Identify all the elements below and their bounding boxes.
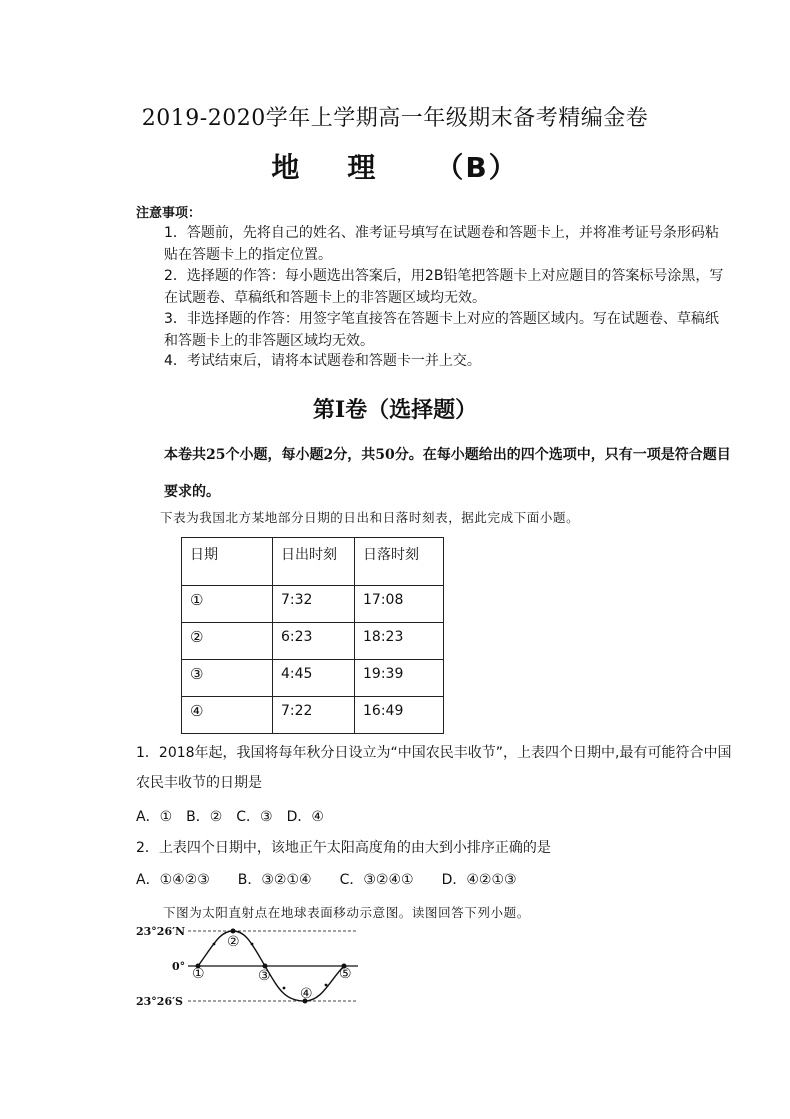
version-label: （B）: [435, 151, 519, 184]
subject-title: [0, 146, 790, 186]
table-cell: 19:39: [355, 660, 444, 697]
section-intro: 本卷共25个小题，每小题2分，共50分。在每小题给出的四个选项中，只有一项是符合题目要求的。: [164, 447, 731, 500]
table-cell: ③: [182, 660, 273, 697]
table-row: [182, 697, 444, 734]
table-cell: 7:22: [273, 697, 355, 734]
notice-item-4: 4．考试结束后，请将本试题卷和答题卡一并上交。: [164, 353, 481, 369]
notice-item-3: 3．非选择题的作答：用签字笔直接答在答题卡上对应的答题区域内。写在试题卷、草稿纸和答题卡上的非答题区域均无效。: [164, 311, 719, 349]
table-cell: 4:45: [273, 660, 355, 697]
notice-item-2: 2．选择题的作答：每小题选出答案后，用2B铅笔把答题卡上对应题目的答案标号涂黑，写在试题卷、草稿纸和答题卡上的非答题区域均无效。: [164, 268, 724, 306]
table-cell: ①: [182, 586, 273, 623]
subsolar-point-diagram: [134, 922, 364, 1008]
table-row: [182, 586, 444, 623]
table-cell: 17:08: [355, 586, 444, 623]
section-title: 第Ⅰ卷（选择题）: [312, 397, 478, 423]
table-cell: ④: [182, 697, 273, 734]
question-1-stem: 1．2018年起，我国将每年秋分日设立为“中国农民丰收节”，上表四个日期中,最有可能符合中国农民丰收节的日期是: [136, 745, 732, 791]
path-tick: [213, 943, 216, 946]
point-label-3: ③: [258, 968, 271, 984]
point-label-4: ④: [300, 986, 313, 1002]
notice-item-1: 1．答题前，先将自己的姓名、准考证号填写在试题卷和答题卡上，并将准考证号条形码粘贴在答题卡上的指定位置。: [164, 225, 719, 263]
subject-char-1: 地: [271, 151, 302, 184]
subject-char-2: 理: [347, 151, 378, 184]
lat-north-label: 23°26′N: [136, 925, 186, 938]
path-tick: [325, 984, 328, 987]
table-cell: 18:23: [355, 623, 444, 660]
point-label-1: ①: [192, 966, 205, 982]
table-cell: ②: [182, 623, 273, 660]
table-cell: 7:32: [273, 586, 355, 623]
table-header-cell: 日期: [182, 538, 273, 586]
table-intro: 下表为我国北方某地部分日期的日出和日落时刻表，据此完成下面小题。: [160, 510, 580, 525]
lat-equator-label: 0°: [172, 960, 186, 973]
point-marker: [231, 929, 236, 934]
sunrise-sunset-table: [181, 537, 444, 734]
question-2-options: A．①④②③ B．③②①④ C．③②④① D．④②①③: [136, 872, 517, 888]
lat-south-label: 23°26′S: [136, 995, 183, 1008]
question-1-options: A．① B．② C．③ D．④: [136, 809, 324, 825]
figure-intro: 下图为太阳直射点在地球表面移动示意图。读图回答下列小题。: [163, 905, 530, 920]
table-row: [182, 660, 444, 697]
point-label-5: ⑤: [339, 966, 352, 982]
table-row: [182, 623, 444, 660]
point-label-2: ②: [227, 934, 240, 950]
table-cell: 6:23: [273, 623, 355, 660]
table-header-cell: 日出时刻: [273, 538, 355, 586]
table-header-row: [182, 538, 444, 586]
path-tick: [251, 943, 254, 946]
question-2-stem: 2．上表四个日期中，该地正午太阳高度角的由大到小排序正确的是: [136, 840, 551, 856]
path-tick: [283, 987, 286, 990]
notice-title: 注意事项：: [136, 206, 202, 221]
document-title: 2019-2020学年上学期高一年级期末备考精编金卷: [141, 106, 649, 131]
table-cell: 16:49: [355, 697, 444, 734]
table-header-cell: 日落时刻: [355, 538, 444, 586]
